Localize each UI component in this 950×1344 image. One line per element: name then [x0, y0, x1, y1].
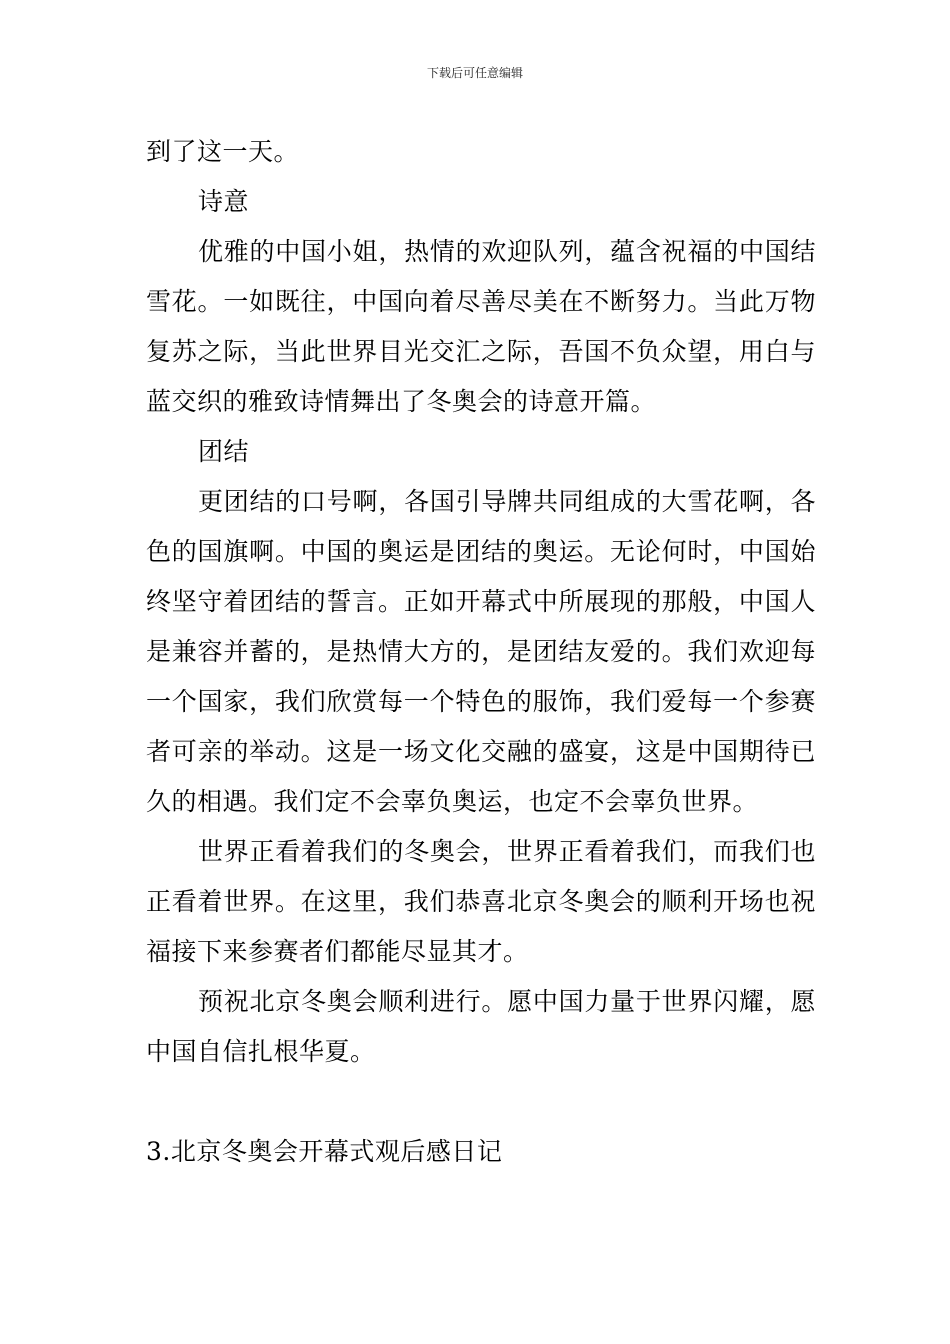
subheading-unity: 团结 — [198, 437, 250, 466]
paragraph-wishes: 预祝北京冬奥会顺利进行。愿中国力量于世界闪耀，愿中国自信扎根华夏。 — [146, 987, 816, 1066]
paragraph-world-watching: 世界正看着我们的冬奥会，世界正看着我们，而我们也正看着世界。在这里，我们恭喜北京冬奥会的顺利开场也祝福接下来参赛者们都能尽显其才。 — [146, 837, 816, 966]
paragraph-poetry: 优雅的中国小姐，热情的欢迎队列，蕴含祝福的中国结雪花。一如既往，中国向着尽善尽美在不断努力。当此万物复苏之际，当此世界目光交汇之际，吾国不负众望，用白与蓝交织的雅致诗情舞出了冬奥会的诗意开篇。 — [146, 237, 816, 416]
subheading-poetry: 诗意 — [198, 187, 250, 216]
document-body — [146, 127, 816, 1177]
section-gap — [146, 1077, 816, 1127]
section-heading: 3.北京冬奥会开幕式观后感日记 — [146, 1137, 503, 1166]
page-header: 下载后可任意编辑 — [426, 66, 523, 80]
paragraph-continuation: 到了这一天。 — [146, 137, 300, 166]
paragraph-unity: 更团结的口号啊，各国引导牌共同组成的大雪花啊，各色的国旗啊。中国的奥运是团结的奥运。无论何时，中国始终坚守着团结的誓言。正如开幕式中所展现的那般，中国人是兼容并蓄的，是热情大方的，是团结友爱的。我们欢迎每一个国家，我们欣赏每一个特色的服饰，我们爱每一个参赛者可亲的举动。这是一场文化交融的盛宴，这是中国期待已久的相遇。我们定不会辜负奥运，也定不会辜负世界。 — [146, 487, 816, 816]
